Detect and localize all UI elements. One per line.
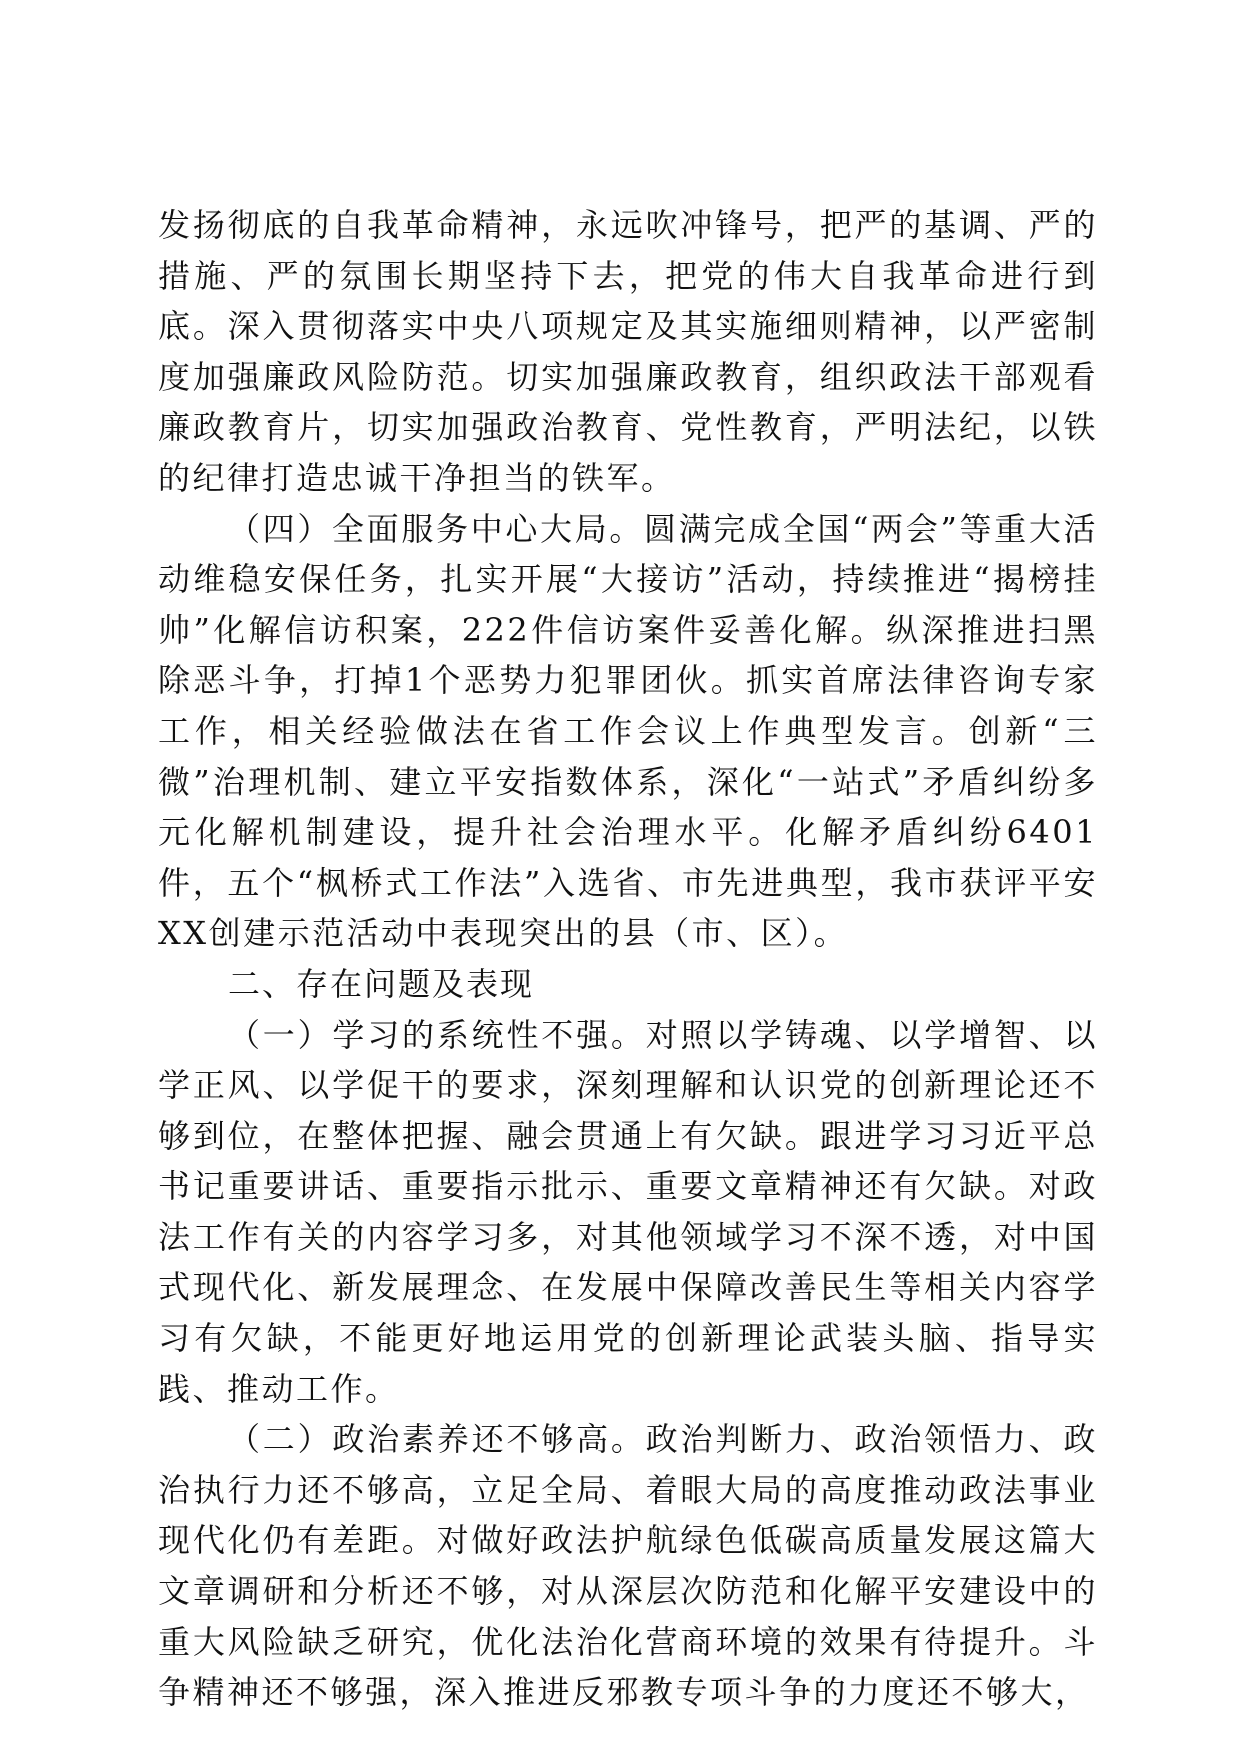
section-heading-problems: 二、存在问题及表现 [228, 964, 535, 1003]
paragraph-study-systematic: （一）学习的系统性不强。对照以学铸魂、以学增智、以学正风、以学促干的要求，深刻理解和认识党的创新理论还不够到位，在整体把握、融会贯通上有欠缺。跟进学习习近平总书记重要讲话、重要指示批示、重要文章精神还有欠缺。对政法工作有关的内容学习多，对其他领域学习不深不透，对中国式现代化、新发展理念、在发展中保障改善民生等相关内容学习有欠缺，不能更好地运用党的创新理论武装头脑、指导实践、推动工作。 [158, 1015, 1098, 1408]
document-body [158, 200, 1098, 1718]
paragraph-political-literacy: （二）政治素养还不够高。政治判断力、政治领悟力、政治执行力还不够高，立足全局、着眼大局的高度推动政法事业现代化仍有差距。对做好政法护航绿色低碳高质量发展这篇大文章调研和分析还不够，对从深层次防范和化解平安建设中的重大风险缺乏研究，优化法治化营商环境的效果有待提升。斗争精神还不够强，深入推进反邪教专项斗争的力度还不够大， [158, 1420, 1098, 1712]
paragraph-serve-overall-situation: （四）全面服务中心大局。圆满完成全国“两会”等重大活动维稳安保任务，扎实开展“大接访”活动，持续推进“揭榜挂帅”化解信访积案，222件信访案件妥善化解。纵深推进扫黑除恶斗争，打掉1个恶势力犯罪团伙。抓实首席法律咨询专家工作，相关经验做法在省工作会议上作典型发言。创新“三微”治理机制、建立平安指数体系，深化“一站式”矛盾纠纷多元化解机制建设，提升社会治理水平。化解矛盾纠纷6401件，五个“枫桥式工作法”入选省、市先进典型，我市获评平安XX创建示范活动中表现突出的县（市、区）。 [158, 509, 1098, 953]
paragraph-self-revolution: 发扬彻底的自我革命精神，永远吹冲锋号，把严的基调、严的措施、严的氛围长期坚持下去，把党的伟大自我革命进行到底。深入贯彻落实中央八项规定及其实施细则精神，以严密制度加强廉政风险防范。切实加强廉政教育，组织政法干部观看廉政教育片，切实加强政治教育、党性教育，严明法纪，以铁的纪律打造忠诚干净担当的铁军。 [158, 206, 1098, 497]
